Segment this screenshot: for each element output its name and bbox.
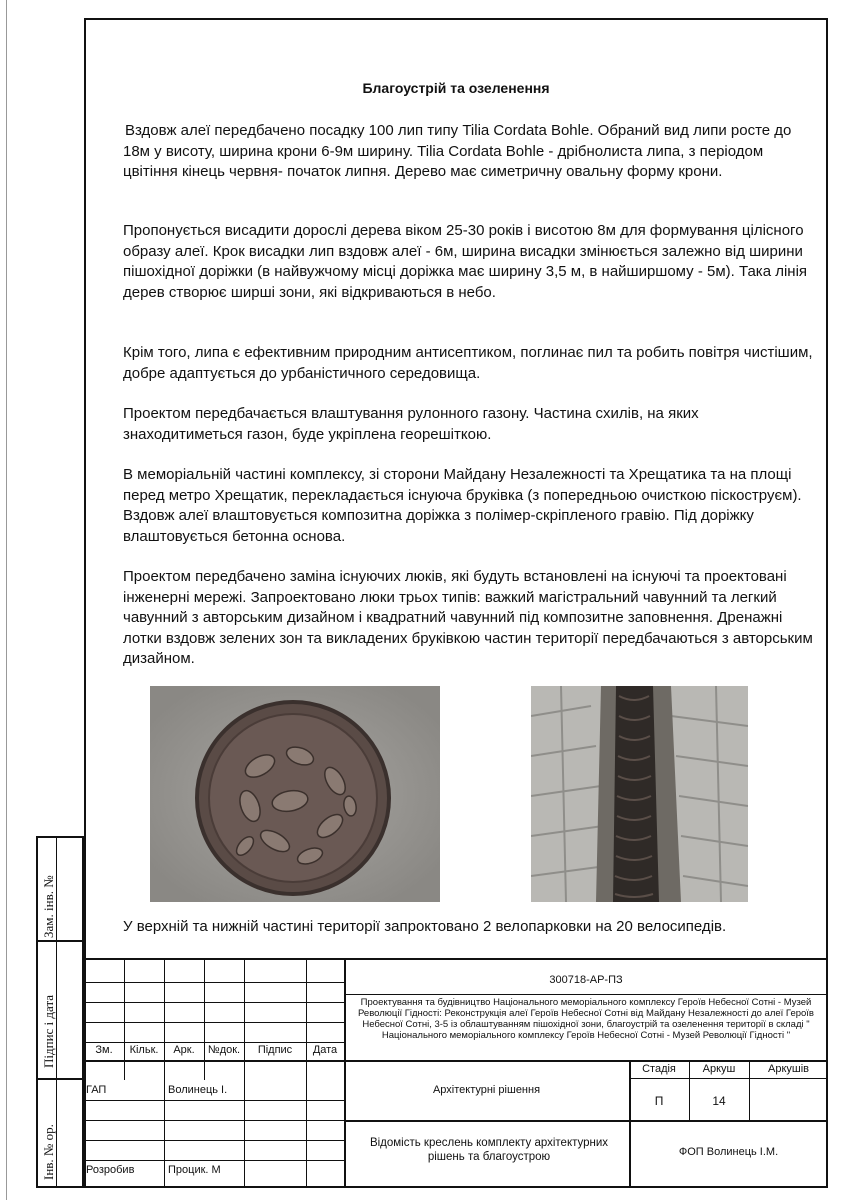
- title-block: [84, 958, 828, 1188]
- drainage-channel-photo: [531, 686, 748, 902]
- company-name: ФОП Волинець І.М.: [678, 1146, 779, 1158]
- sheet-value: 14: [712, 1094, 726, 1108]
- sheets-header: Аркушів: [767, 1063, 809, 1075]
- role-chief-architect: ГАП: [86, 1084, 107, 1096]
- document-code: 300718-АР-ПЗ: [549, 974, 623, 986]
- paragraph-antiseptic: Крім того, липа є ефективним природним антисептиком, поглинає пил та робить повітря чистішим, добре адаптується до урбаністичного середовища.: [123, 344, 813, 382]
- col-header-date: Дата: [312, 1044, 338, 1056]
- col-header-change: Зм.: [95, 1044, 113, 1056]
- side-strip-signature: [36, 940, 84, 1080]
- manhole-cover-photo: [150, 686, 440, 902]
- side-strip-inventory: [36, 1078, 84, 1188]
- page-edge-line: [6, 0, 8, 1200]
- side-label-replacement: Зам. інв. №: [41, 875, 56, 938]
- paragraph-planting: Пропонується висадити дорослі дерева віком 25-30 років і висотою 8м для формування цілісного образу алеї. Крок висадки лип вздовж алеї - 6м, ширина висадки змінюється залежно від ширини пішохідної доріжки (в найвужчому місці доріжка має ширину 3,5 м, в найширшому - 5м). Така лінія дерев створює ширші зони, які відкриваються в небо.: [123, 222, 808, 301]
- stage-value: П: [654, 1094, 664, 1108]
- section-name: Архітектурні рішення: [432, 1084, 541, 1096]
- col-header-docnum: №док.: [207, 1044, 241, 1056]
- side-strip-replacement: [36, 836, 84, 942]
- bike-parking-caption: У верхній та нижній частині території запроктовано 2 велопарковки на 20 велосипедів.: [123, 918, 727, 935]
- role-developer: Розробив: [86, 1164, 135, 1176]
- name-chief-architect: Волинець І.: [168, 1084, 228, 1096]
- name-developer: Процик. М: [168, 1164, 221, 1176]
- stage-header: Стадія: [642, 1063, 676, 1075]
- col-header-sheet: Арк.: [173, 1044, 195, 1056]
- paragraph-paving: В меморіальній частині комплексу, зі сторони Майдану Незалежності та Хрещатика та на площі перед метро Хрещатик, перекладається існуюча бруківка (з попередньою очисткою піскоструєм). Вздовж алеї влаштовується композитна доріжка з полімер-скріпленого гравію. Під доріжку влаштовується бетонна основа.: [123, 466, 802, 545]
- paragraph-lawn: Проектом передбачається влаштування рулонного газону. Частина схилів, на яких знаходитиметься газон, буде укріплена георешіткою.: [123, 405, 699, 443]
- paragraph-lindens: Вздовж алеї передбачено посадку 100 лип типу Tilia Cordata Bohle. Обраний вид липи росте до 18м у висоту, ширина крони 6-9м ширину. Tilia Cordata Bohle - дрібнолиста липа, з періодом цвітіння кінець червня- початок липня. Дерево має симетричну овальну форму крони.: [123, 122, 792, 180]
- sheet-header: Аркуш: [702, 1063, 736, 1075]
- section-title: Благоустрій та озеленення: [362, 80, 550, 96]
- drawing-title: Відомість креслень комплекту архітектурних рішень та благоустрою: [369, 1137, 609, 1163]
- project-name: Проектування та будівництво Національного меморіального комплексу Героїв Небесної Сотні - Музей Революції Гідності: Реконструкція алеї Героїв Небесної Сотні від Майдану Незалежності до алеї Героїв Небесної Сотні, 3-5 із облаштуванням пішохідної зони, благоустрій та озеленення території в складі " Національного меморіального комплексу Героїв Небесної Сотні - Музей Революції Гідності ": [358, 997, 814, 1041]
- paragraph-manholes: Проектом передбачено заміна існуючих люків, які будуть встановлені на існуючі та проектовані інженерні мережі. Запроектовано люки трьох типів: важкий магістральний чавунний та легкий чавунний з авторським дизайном і квадратний чавунний під композитне заповнення. Дренажні лотки вздовж зелених зон та викладених бруківкою частин території передбачаються з авторським дизайном.: [123, 568, 813, 667]
- side-label-signature: Підпис і дата: [41, 994, 56, 1068]
- col-header-quantity: Кільк.: [129, 1044, 159, 1056]
- side-label-inventory: Інв. № ор.: [41, 1124, 56, 1180]
- col-header-signature: Підпис: [257, 1044, 293, 1056]
